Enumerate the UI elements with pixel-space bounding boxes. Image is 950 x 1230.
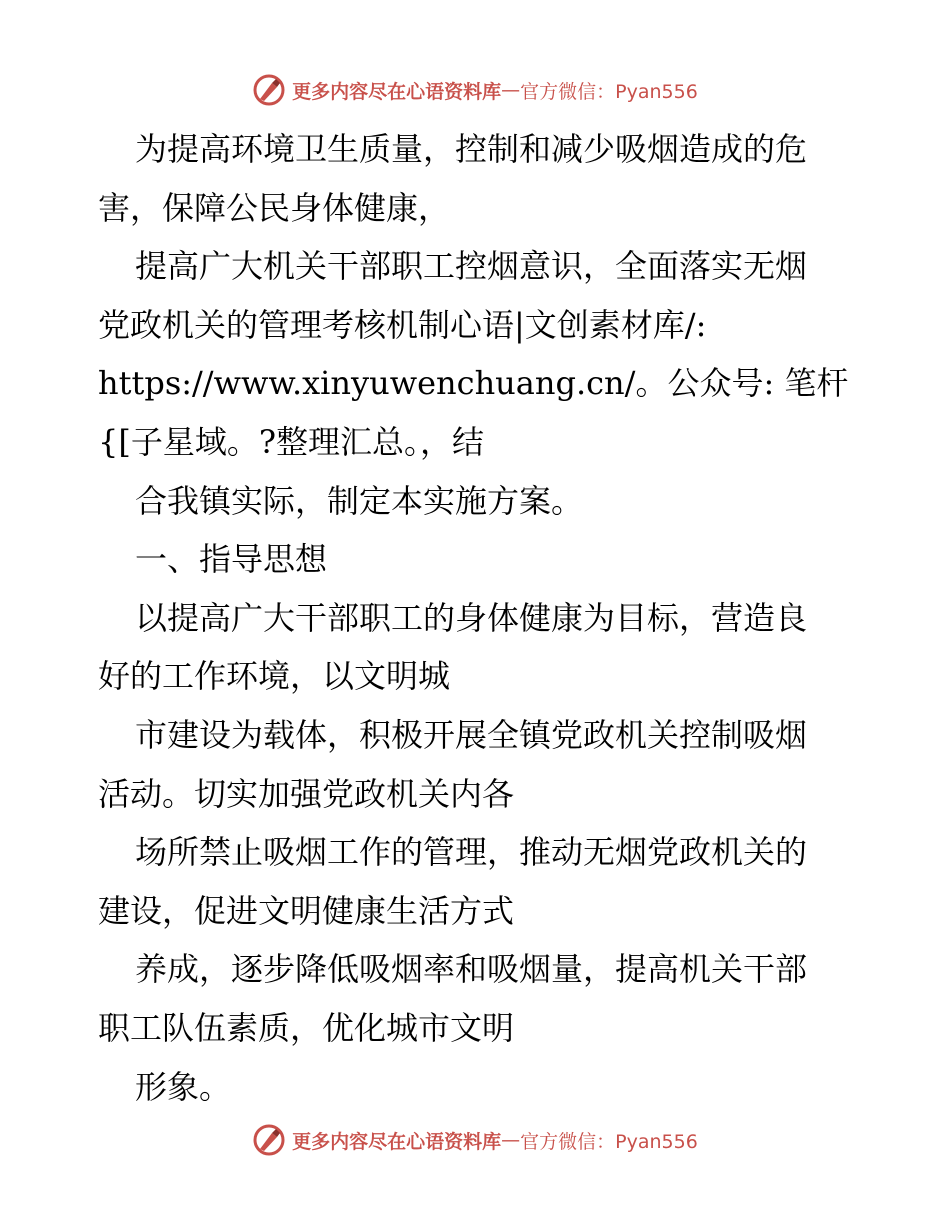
paragraph-line: 提高广大机关干部职工控烟意识，全面落实无烟 — [135, 247, 808, 286]
paragraph-line: 建设，促进文明健康生活方式 — [98, 891, 515, 930]
banner-separator: — — [501, 1129, 521, 1151]
paragraph-line: 活动。切实加强党政机关内各 — [98, 774, 515, 813]
footer-banner — [0, 1120, 950, 1160]
paragraph-line: 养成，逐步降低吸烟率和吸烟量，提高机关干部 — [135, 950, 808, 989]
banner-main-text: 更多内容尽在心语资料库 — [292, 80, 502, 103]
banner-main-text: 更多内容尽在心语资料库 — [292, 1130, 502, 1153]
banner-separator: — — [501, 79, 521, 101]
paragraph-line: 合我镇实际，制定本实施方案。 — [135, 481, 584, 520]
paragraph-line: 市建设为载体，积极开展全镇党政机关控制吸烟 — [135, 715, 808, 754]
paragraph-line: 害，保障公民身体健康， — [98, 188, 451, 227]
paragraph-line: 党政机关的管理考核机制心语|文创素材库/: — [98, 305, 707, 344]
paragraph-line: 职工队伍素质，优化城市文明 — [98, 1008, 515, 1047]
section-heading: 一、指导思想 — [135, 540, 328, 579]
banner-wechat-text: 官方微信：Pyan556 — [520, 1130, 698, 1153]
paragraph-line: https://www.xinyuwenchuang.cn/。公众号: 笔杆 — [98, 364, 849, 403]
paragraph-line: 为提高环境卫生质量，控制和减少吸烟造成的危 — [135, 130, 808, 168]
paragraph-line: 形象。 — [135, 1067, 232, 1106]
banner-wechat-text: 官方微信：Pyan556 — [520, 80, 698, 103]
document-body — [98, 120, 858, 1116]
paragraph-line: 以提高广大干部职工的身体健康为目标，营造良 — [135, 598, 808, 637]
pen-nib-logo-icon — [252, 73, 286, 107]
paragraph-line: 场所禁止吸烟工作的管理，推动无烟党政机关的 — [135, 833, 808, 872]
paragraph-line: 好的工作环境，以文明城 — [98, 657, 451, 696]
pen-nib-logo-icon — [252, 1123, 286, 1157]
header-banner — [0, 70, 950, 110]
paragraph-line: {[子星域。?整理汇总。，结 — [98, 422, 485, 461]
